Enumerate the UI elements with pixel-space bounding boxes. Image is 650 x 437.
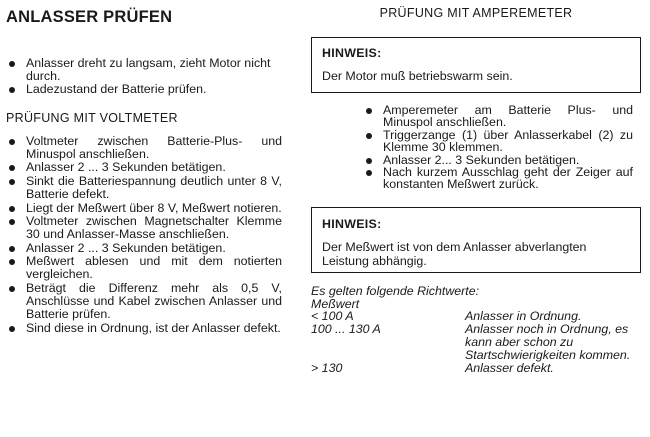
reference-text: Anlasser in Ordnung. <box>465 309 582 324</box>
note-text: Der Motor muß betriebswarm sein. <box>322 69 513 83</box>
list-item: Nach kurzem Ausschlag geht der Zeiger auf konstanten Meßwert zurück. <box>363 166 633 191</box>
reference-text: Anlasser defekt. <box>465 360 554 375</box>
amperemeter-steps <box>363 104 633 191</box>
note-box <box>311 37 641 93</box>
list-item: Anlasser 2 ... 3 Sekunden betätigen. <box>6 161 282 174</box>
list-item: Anlasser dreht zu langsam, zieht Motor nicht durch. <box>6 57 282 83</box>
reference-value: > 130 <box>311 360 343 375</box>
right-column <box>311 6 641 374</box>
list-item: Triggerzange (1) über Anlasserkabel (2) zu Klemme 30 klemmen. <box>363 129 633 154</box>
list-item: Beträgt die Differenz mehr als 0,5 V, Anschlüsse und Kabel zwischen Anlasser und Batterie prüfen. <box>6 282 282 322</box>
reference-value: 100 ... 130 A <box>311 322 381 337</box>
voltmeter-steps <box>6 135 282 335</box>
list-item: Anlasser 2... 3 Sekunden betätigen. <box>363 154 633 166</box>
note-title: HINWEIS: <box>322 46 382 60</box>
reference-value: < 100 A <box>311 309 354 324</box>
list-item: Voltmeter zwischen Batterie-Plus- und Minuspol anschließen. <box>6 135 282 161</box>
list-item: Anlasser 2 ... 3 Sekunden betätigen. <box>6 242 282 255</box>
note-title: HINWEIS: <box>322 216 382 231</box>
reference-row <box>311 362 641 375</box>
list-item: Voltmeter zwischen Magnetschalter Klemme 30 und Anlasser-Masse anschließen. <box>6 215 282 241</box>
reference-values <box>311 285 641 375</box>
list-item: Meßwert ablesen und mit dem notierten vergleichen. <box>6 255 282 281</box>
reference-header: Meßwert <box>311 296 360 311</box>
list-item: Ladezustand der Batterie prüfen. <box>6 83 282 96</box>
list-item: Sinkt die Batteriespannung deutlich unter 8 V, Batterie defekt. <box>6 175 282 201</box>
voltmeter-heading: PRÜFUNG MIT VOLTMETER <box>6 110 178 125</box>
intro-list <box>6 57 282 97</box>
list-item: Liegt der Meßwert über 8 V, Meßwert notieren. <box>6 202 282 215</box>
reference-row <box>311 323 641 361</box>
note-box <box>311 207 641 273</box>
amperemeter-heading: PRÜFUNG MIT AMPEREMETER <box>379 6 573 20</box>
left-column <box>6 8 282 335</box>
page-title: ANLASSER PRÜFEN <box>6 8 173 26</box>
note-text: Der Meßwert ist von dem Anlasser abverlangten Leistung abhängig. <box>322 239 587 268</box>
list-item: Amperemeter am Batterie Plus- und Minuspol anschließen. <box>363 104 633 129</box>
list-item: Sind diese in Ordnung, ist der Anlasser defekt. <box>6 322 282 335</box>
reference-text: Anlasser noch in Ordnung, es kann aber schon zu Startschwierigkeiten kommen. <box>465 322 631 362</box>
reference-intro: Es gelten folgende Richtwerte: <box>311 283 480 298</box>
